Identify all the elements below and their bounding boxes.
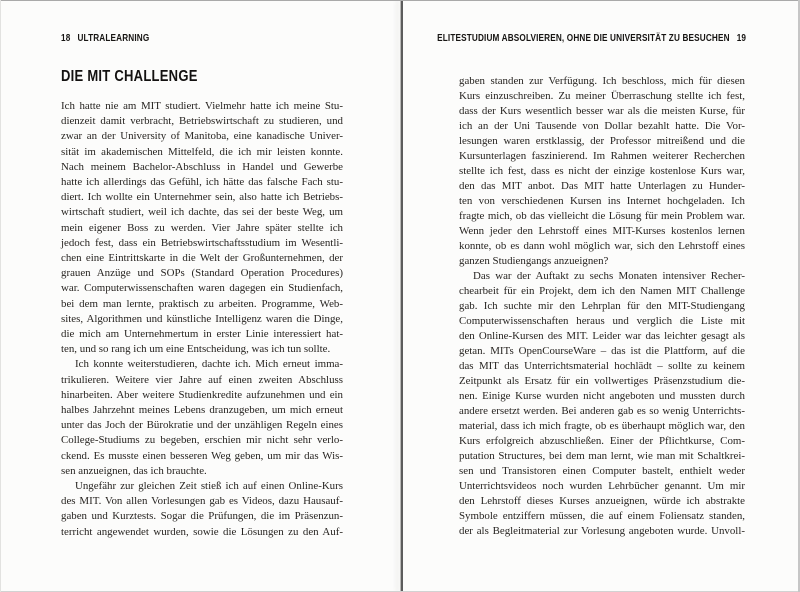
page-number-right: 19 <box>736 32 746 44</box>
text-line: unter das Joch der Bürokratie und der unzähligen Regeln eines <box>61 419 343 432</box>
text-line: Das war der Auftakt zu sechs Monaten intensiver Recher- <box>473 270 745 282</box>
text-line: sen anzueignen, das ich brauchte. <box>61 464 207 477</box>
text-line: sität im akademischen Mittelfeld, die ich mir leisten konnte. <box>61 145 343 158</box>
text-line: grauen Anzüge und SOPs (Standard Operation Procedures) <box>61 267 343 280</box>
text-line: hatte ich allerdings das Gefühl, ich hätte das falsche Fach stu- <box>61 176 343 189</box>
text-line: Kurs erfolgreich abzuschließen. Einer der Pflichtkurse, Com- <box>459 435 745 447</box>
text-line: des MIT. Von allen Vorlesungen gab es Videos, dazu Hausauf- <box>61 495 343 508</box>
text-line: nen. Einige Kurse wurden nicht angeboten und mussten durch <box>459 390 745 402</box>
text-line: mein eigener Boss zu werden. Vier Jahre später stellte ich <box>61 221 343 234</box>
running-header-left <box>61 32 149 44</box>
text-line: Symbole entziffern müssen, die auf einem Foliensatz standen, <box>459 510 745 522</box>
page-gutter-line <box>400 0 403 592</box>
text-line: dass der Kurs wesentlich besser war als die meisten Kurse, für <box>459 105 745 117</box>
text-line: trikulieren. Weitere vier Jahre auf einen zweiten Abschluss <box>61 373 343 386</box>
text-line: terricht angewendet wurden, sowie die Lösungen zu den Auf- <box>61 525 343 538</box>
text-line: chen eine Eintrittskarte in die Welt der Großunternehmen, der <box>61 252 343 265</box>
text-line: Nach meinem Bachelor-Abschluss in Handel und Gewerbe <box>61 160 343 173</box>
text-line: den Online-Kursen des MIT. Leider war das leichter gesagt als <box>459 330 745 342</box>
text-line: Ich konnte weiterstudieren, dachte ich. Mich erneut imma- <box>75 358 343 371</box>
text-line: das MIT das Unterrichtsmaterial hochlädt – sollte zu keinem <box>459 360 745 372</box>
text-line: ckend. Es musste einen besseren Weg geben, um mir das Wis- <box>61 449 343 462</box>
text-line: wirtschaft studiert, weil ich dachte, das sei der beste Weg, um <box>61 206 343 219</box>
scan-edge-left <box>0 0 1 592</box>
scan-edge-top <box>0 0 800 1</box>
text-line: material, dass ich mich fragte, ob es überhaupt möglich war, den <box>459 420 745 432</box>
text-line: war. Computerwissenschaften waren dagegen ein Studienfach, <box>61 282 343 295</box>
text-line: jedoch fest, dass ein Betriebswirtschaftsstudium im Wesentli- <box>61 236 343 249</box>
text-line: gab. Ich suchte mir den Lehrplan für den MIT-Studiengang <box>459 300 745 312</box>
text-line: lesungen waren erstklassig, der Professor mitreißend und die <box>459 135 745 147</box>
text-line: halbes Jahrzehnt meines Lebens dranzugeben, um mich erneut <box>61 404 343 417</box>
text-line: sen und Transistoren einen Computer bastelt, enthielt weder <box>459 465 745 477</box>
text-line: Wenn jeder den Lehrstoff eines MIT-Kurses kostenlos lernen <box>459 225 745 237</box>
text-line: gaben und Kurztests. Sogar die Prüfungen, die im Präsenzun- <box>61 510 343 523</box>
text-line: ich an der Uni Tausende von Dollar bezahlt hatte. Die Vor- <box>459 120 745 132</box>
text-line: ten von verschiedenen Kursen ins Internet hochgeladen. Ich <box>459 195 745 207</box>
running-header-right <box>437 32 746 44</box>
page-number-left: 18 <box>61 32 71 44</box>
text-line: diert. Ich wollte ein Unternehmer sein, also hatte ich Betriebs- <box>61 191 343 204</box>
text-line: ten, und so rang ich um eine Entscheidung, was ich tun sollte. <box>61 343 331 356</box>
text-line: sites, Algorithmen und künstliche Intelligenz waren die Dinge, <box>61 312 343 325</box>
text-line: stellte ich fest, dass es nicht der einzige kostenlose Kurs war, <box>459 165 745 177</box>
text-line: Ich hatte nie am MIT studiert. Vielmehr hatte ich meine Stu- <box>61 100 343 112</box>
text-line: Unterrichtsvideos noch wurden Lehrbücher genannt. Um mir <box>459 480 745 492</box>
text-line: Kursunterlagen faszinierend. Im Rahmen weiterer Recherchen <box>459 150 745 162</box>
text-line: College-Studiums zu begeben, erschien mir nicht sehr verlo- <box>61 434 343 447</box>
text-line: Kurs einzuschreiben. Zu meiner Überraschung stellte ich fest, <box>459 90 745 102</box>
text-line: fragte mich, ob das vielleicht die Lösung für mein Problem war. <box>459 210 745 222</box>
text-line: die mich am Unternehmertum in erster Linie interessiert hat- <box>61 328 343 341</box>
text-line: Computerwissenschaften heraus und verglich die Liste mit <box>459 315 745 327</box>
text-line: Zeitpunkt als Ersatz für ein vollwertiges Präsenzstudium die- <box>459 375 745 387</box>
text-line: ganzen Studiengangs anzueignen? <box>459 255 609 267</box>
text-line: andere ersetzt werden. Bei anderen gab es so wenig Unterrichts- <box>459 405 745 417</box>
body-text-right <box>459 74 745 539</box>
text-line: den das MIT anbot. Das MIT hatte Unterlagen zu Hunder- <box>459 180 745 192</box>
text-line: zwar an der University of Manitoba, eine kanadische Univer- <box>61 130 343 143</box>
body-text-left <box>61 99 343 540</box>
text-line: Ungefähr zur gleichen Zeit stieß ich auf einen Online-Kurs <box>75 480 343 493</box>
section-heading: DIE MIT CHALLENGE <box>61 68 198 85</box>
running-title-left: ULTRALEARNING <box>77 32 150 44</box>
text-line: konnte, ob es dann wohl möglich war, sich den Lehrstoff eines <box>459 240 745 252</box>
text-line: putation Structures, bei dem man lernt, wie man mit Schaltkrei- <box>459 450 745 462</box>
text-line: der als Begleitmaterial zur Vorlesung angeboten wurde. Unvoll- <box>459 525 745 537</box>
text-line: getan. MITs OpenCourseWare – das ist die Plattform, auf die <box>459 345 745 357</box>
text-line: bei dem man lernte, praktisch zu arbeiten. Programme, Web- <box>61 297 343 310</box>
text-line: den Lehrstoff dieses Kurses anzueignen, würde ich abstrakte <box>459 495 745 507</box>
text-line: hinarbeiten. Aber weitere Studienkredite aufzunehmen und ein <box>61 388 343 401</box>
text-line: chearbeit für ein Projekt, dem ich den Namen MIT Challenge <box>459 285 745 297</box>
running-title-right: ELITESTUDIUM ABSOLVIEREN, OHNE DIE UNIVERSITÄT ZU BESUCHEN <box>437 32 730 44</box>
text-line: dienzeit damit verbracht, Betriebswirtschaft zu studieren, und <box>61 115 343 128</box>
text-line: gaben standen zur Verfügung. Ich beschloss, mich für diesen <box>459 75 745 87</box>
